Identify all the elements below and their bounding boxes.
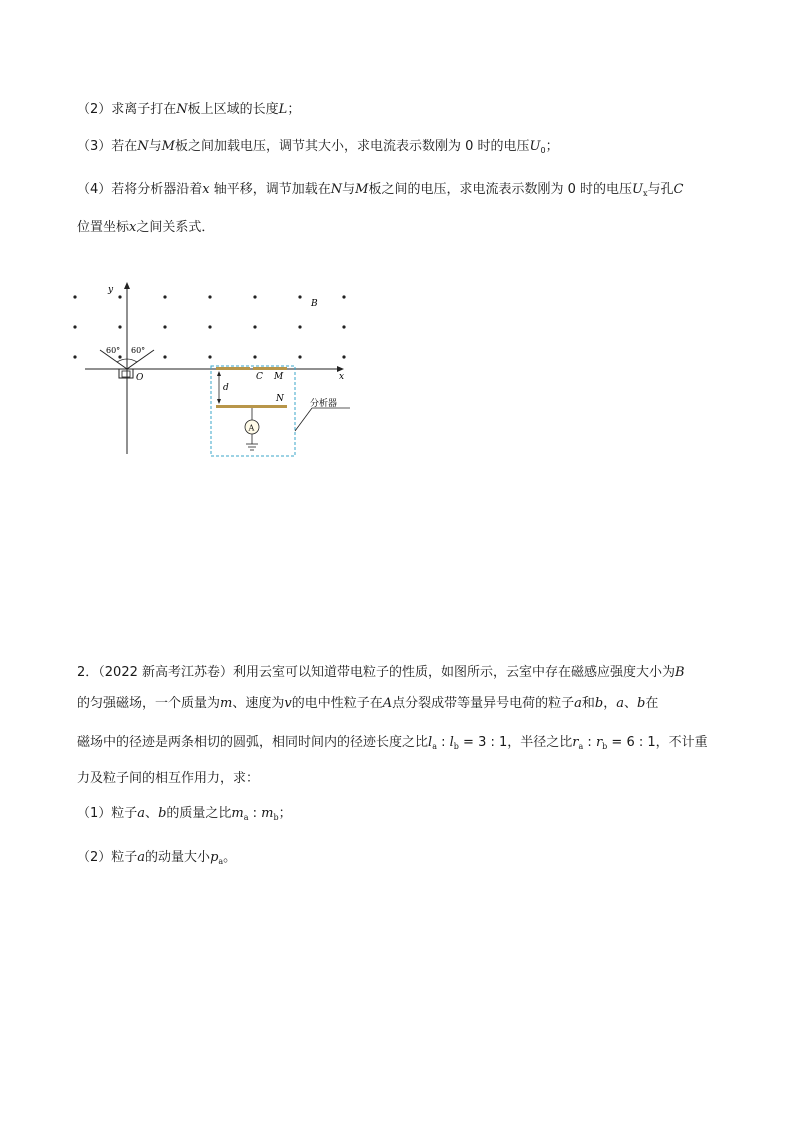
q1-part3: （3）若在N与M板之间加载电压，调节其大小，求电流表示数刚为 0 时的电压$U_0$； [77, 139, 559, 155]
ground-icon [246, 444, 258, 450]
distance-d-arrow-top [217, 371, 221, 376]
q2-part2: （2）粒子a的动量大小$p_a$。 [77, 850, 237, 866]
analyzer-figure [60, 278, 360, 463]
distance-d-label: d [223, 383, 229, 393]
q2-part1: （1）粒子a、b的质量之比$m_a$ : $m_b$； [77, 806, 292, 822]
plate-left [216, 367, 250, 370]
q2-line3: 磁场中的径迹是两条相切的圆弧，相同时间内的径迹长度之比$l_a$ : $l_b = 3$ : 1，半径之比$r_a$ : $r_b = 6$ : 1，不计重 [77, 735, 708, 751]
analyzer-leader-line [295, 408, 312, 431]
field-label-B: B [311, 299, 318, 309]
q1-part2: （2）求离子打在N板上区域的长度L； [77, 102, 301, 117]
plate-M [253, 367, 287, 370]
q2-line4: 力及粒子间的相互作用力，求： [77, 771, 260, 786]
angle-left-label: 60° [106, 346, 121, 355]
angle-right-label: 60° [131, 346, 146, 355]
y-axis-label: y [108, 285, 114, 295]
q1-part4-line2: 位置坐标x之间关系式． [77, 220, 215, 235]
analyzer-label: 分析器 [310, 399, 338, 409]
distance-d-arrow-bottom [217, 399, 221, 404]
origin-label: O [136, 373, 144, 383]
q1-part4-line1: （4）若将分析器沿着x 轴平移，调节加载在N与M板之间的电压，求电流表示数刚为 0 时的电压$U_x$与孔C [77, 182, 684, 198]
ammeter-label: A [248, 423, 255, 433]
y-axis-arrow [124, 282, 130, 289]
q2-line2: 的匀强磁场，一个质量为m、速度为v的电中性粒子在A点分裂成带等量异号电荷的粒子a和b，a、b在 [77, 696, 659, 711]
x-axis-label: x [339, 372, 345, 382]
hole-C-label: C [256, 372, 263, 382]
plate-N-label: N [276, 394, 284, 404]
plate-N [216, 405, 287, 408]
plate-M-label: M [274, 372, 284, 382]
ion-source-inner [122, 371, 130, 377]
q2-line1: 2．（2022 新高考江苏卷）利用云室可以知道带电粒子的性质，如图所示，云室中存在磁感应强度大小为B [77, 665, 685, 680]
